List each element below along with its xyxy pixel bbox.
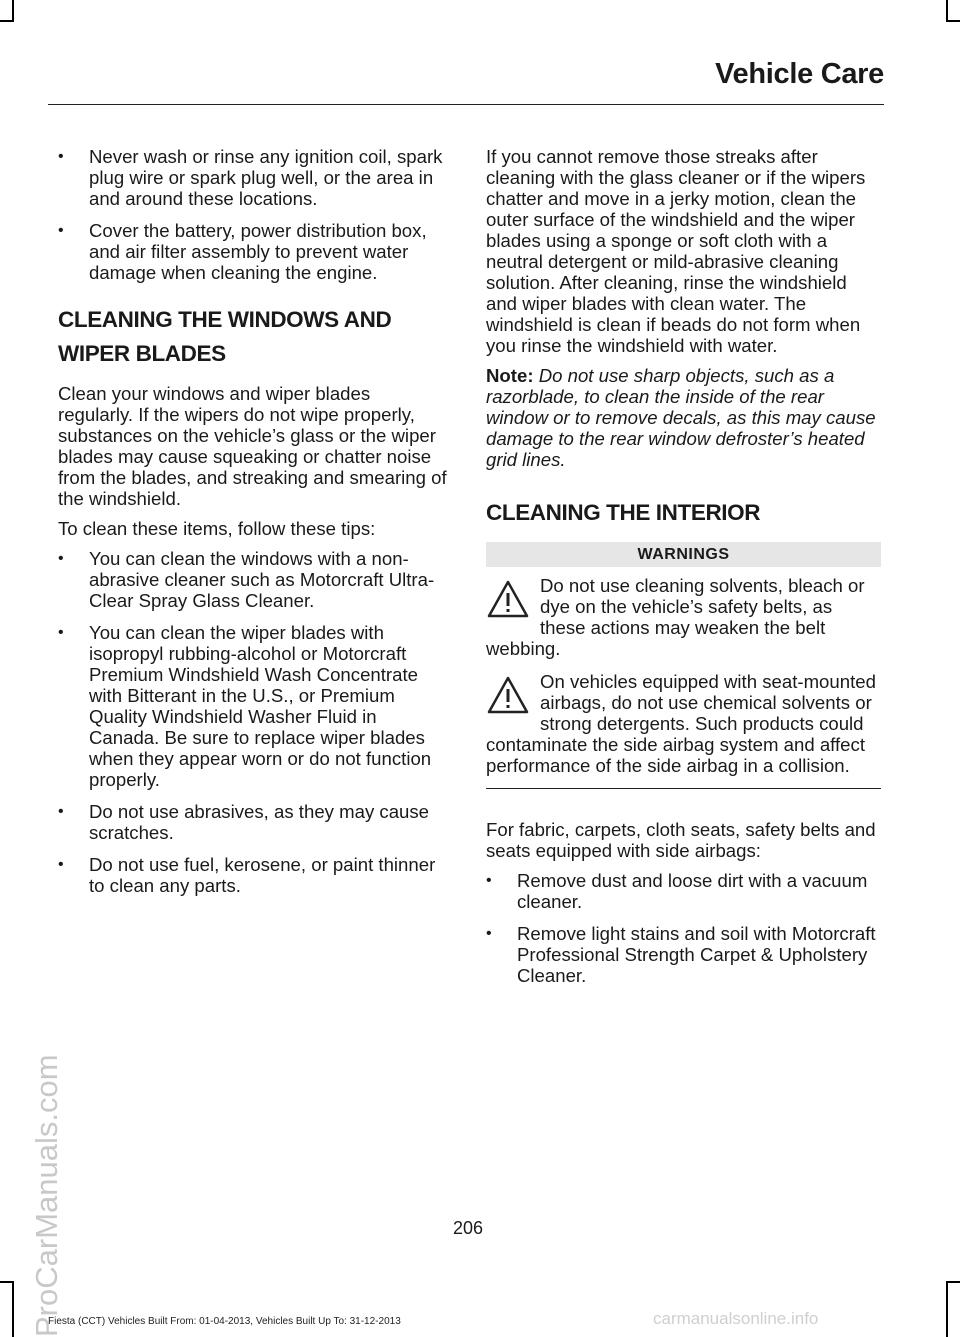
left-column [58,146,450,907]
warning-item [486,575,881,659]
side-watermark: ProCarManuals.com [29,1054,64,1337]
crop-mark [0,20,14,22]
streaks-paragraph: If you cannot remove those streaks after cleaning with the glass cleaner or if the wipers chatter and move in a jerky motion, clean the outer surface of the windshield and the wiper blades using a sponge or soft cloth with a neutral detergent or mild-abrasive cleaning solution. After cleaning, rinse the windshield and wiper blades with clean water. The windshield is clean if beads do not form when you rinse the windshield with water. [486,146,866,356]
crop-mark [946,20,960,22]
list-item: • Do not use fuel, kerosene, or paint thinner to clean any parts. [58,854,450,896]
tips-bullet-list [58,548,450,896]
footer-vehicle-info: Fiesta (CCT) Vehicles Built From: 01-04-2013, Vehicles Built Up To: 31-12-2013 [48,1316,401,1327]
fabric-bullet-list [486,870,881,986]
fabric-intro: For fabric, carpets, cloth seats, safety belts and seats equipped with side airbags: [486,819,876,861]
windows-paragraph: Clean your windows and wiper blades regularly. If the wipers do not wipe properly, substances on the vehicle’s glass or the wiper blades may cause squeaking or chatter noise from the blades, and streaking and smearing of the windshield. [58,383,447,509]
right-column [486,146,881,997]
list-item: • Remove light stains and soil with Motorcraft Professional Strength Carpet & Upholstery Cleaner. [486,923,881,986]
list-item: • Remove dust and loose dirt with a vacuum cleaner. [486,870,881,912]
page-header-title: Vehicle Care [715,58,884,90]
list-item: • Do not use abrasives, as they may cause scratches. [58,801,450,843]
list-item: • Never wash or rinse any ignition coil, spark plug wire or spark plug well, or the area in and around these locations. [58,146,450,209]
section-heading-windows: CLEANING THE WINDOWS AND WIPER BLADES [58,307,392,366]
warning-text: On vehicles equipped with seat-mounted airbags, do not use chemical solvents or strong detergents. Such products could contaminate the side airbag system and affect performance of the side airbag in a collision. [486,671,876,776]
header-divider [48,104,884,105]
warnings-header: WARNINGS [486,542,881,567]
intro-bullet-list [58,146,450,283]
tips-intro: To clean these items, follow these tips: [58,518,376,539]
crop-mark [946,0,948,20]
crop-mark [946,1281,948,1337]
bottom-watermark: carmanualsonline.info [653,1309,819,1328]
list-item: • Cover the battery, power distribution box, and air filter assembly to prevent water damage when cleaning the engine. [58,220,450,283]
crop-mark [12,1281,14,1337]
note-label: Note: [486,365,534,386]
crop-mark [12,0,14,20]
list-item: • You can clean the wiper blades with isopropyl rubbing-alcohol or Motorcraft Premium Windshield Wash Concentrate with Bitterant in the U.S., or Premium Quality Windshield Washer Fluid in Canada. Be sure to replace wiper blades when they appear worn or do not function properly. [58,622,450,790]
crop-mark [946,1281,960,1283]
note [486,365,881,470]
warning-triangle-icon [486,675,530,715]
warning-triangle-icon [486,579,530,619]
section-heading-interior: CLEANING THE INTERIOR [486,500,761,525]
note-text: Do not use sharp objects, such as a razorblade, to clean the inside of the rear window or to remove decals, as this may cause damage to the rear window defroster’s heated grid lines. [486,365,876,470]
crop-mark [0,1281,14,1283]
warning-text: Do not use cleaning solvents, bleach or dye on the vehicle’s safety belts, as these actions may weaken the belt webbing. [486,575,865,659]
warning-item [486,671,881,776]
page-number: 206 [452,1218,484,1238]
list-item: • You can clean the windows with a non-abrasive cleaner such as Motorcraft Ultra-Clear Spray Glass Cleaner. [58,548,450,611]
warnings-end-divider [486,788,881,789]
